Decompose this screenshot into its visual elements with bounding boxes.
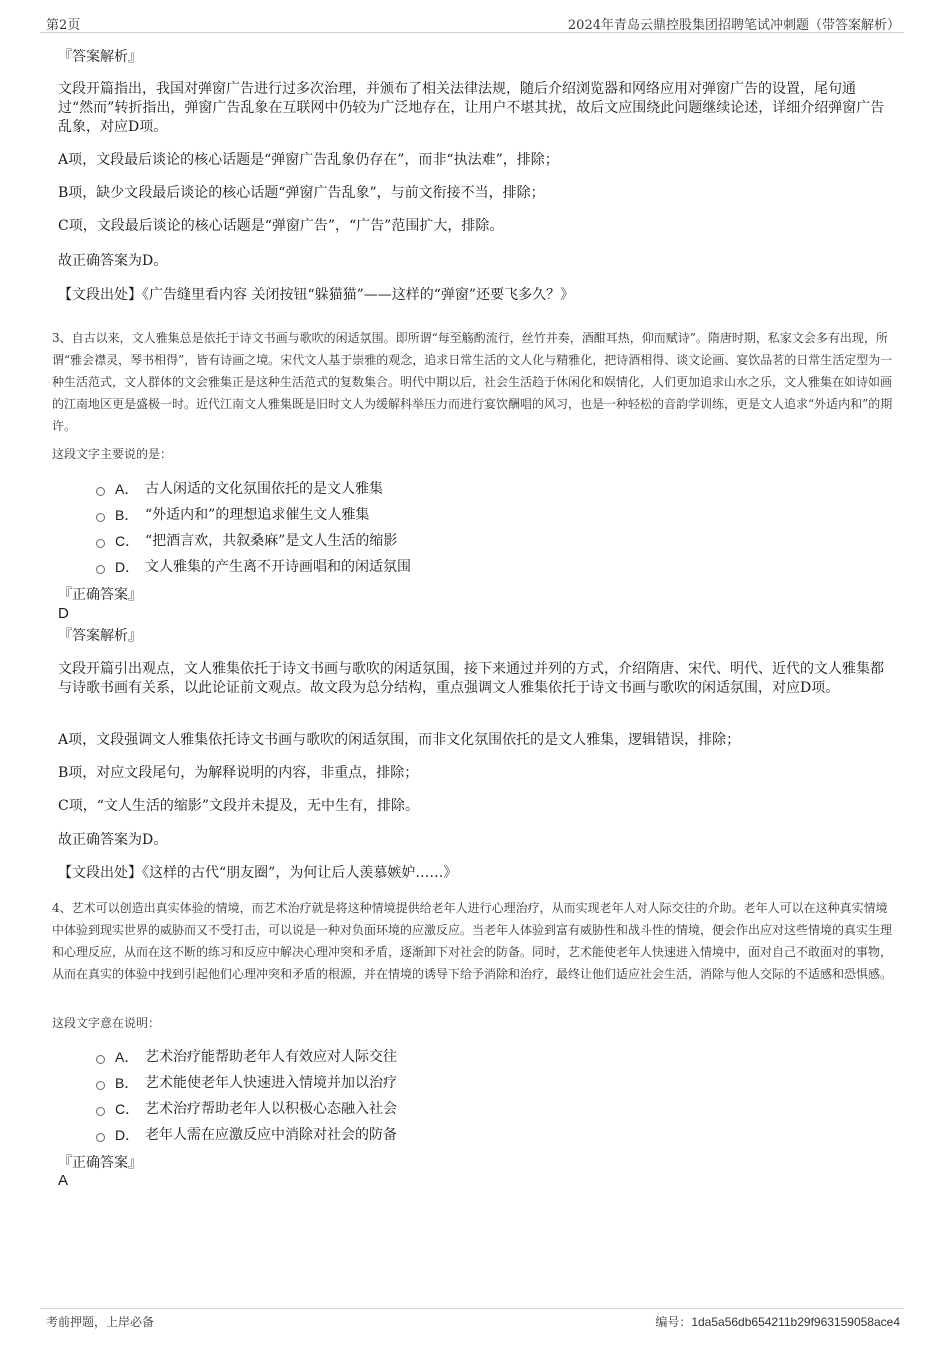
option-text: 古人闲适的文化氛围依托的是文人雅集 xyxy=(145,481,383,497)
q4-answer-label: 『正确答案』 xyxy=(58,1155,142,1171)
option-text: “外适内和”的理想追求催生文人雅集 xyxy=(145,507,370,523)
footer-slogan: 考前押题，上岸必备 xyxy=(46,1315,155,1329)
q3-passage: 3、自古以来，文人雅集总是依托于诗文书画与歌吹的闲适氛围。即所谓“每至觞酌流行，丝竹并奏，酒酣耳热，仰而赋诗”。隋唐时期，私家文会多有出现，所谓“雅会襟灵，琴书相得”，皆有诗画之境。宋代文人基于崇雅的观念，追求日常生活的文人化与精雅化，把诗酒相得、谈文论画、宴饮品茗的日常生活定型为一种生活范式，文人群体的文会雅集正是这种生活范式的复数集合。明代中期以后，社会生活趋于休闲化和娱情化，人们更加追求山水之乐，文人雅集在如诗如画的江南地区更是盛极一时。近代江南文人雅集既是旧时文人为缓解科举压力而进行宴饮酬唱的风习，也是一种轻松的音韵学训练，更是文人追求“外适内和”的期许。 xyxy=(52,331,893,433)
q3-analysis-text: 文段开篇引出观点，文人雅集依托于诗文书画与歌吹的闲适氛围，接下来通过并列的方式，介绍隋唐、宋代、明代、近代的文人雅集都与诗歌书画有关系，以此论证前文观点。故文段为总分结构，重点强调文人雅集依托于诗文书画与歌吹的闲适氛围，对应D项。 xyxy=(58,661,884,696)
q3-option-b-explanation: B项，对应文段尾句，为解释说明的内容，非重点，排除； xyxy=(58,765,419,781)
q3-conclusion: 故正确答案为D。 xyxy=(58,832,168,848)
option-letter: C． xyxy=(115,533,140,549)
q2-analysis-label: 『答案解析』 xyxy=(58,49,142,65)
radio-button[interactable] xyxy=(96,565,105,574)
radio-button[interactable] xyxy=(96,1133,105,1142)
document-id xyxy=(655,1313,900,1330)
q4-stem: 这段文字意在说明： xyxy=(52,1016,161,1030)
q2-option-b-explanation: B项，缺少文段最后谈论的核心话题“弹窗广告乱象”，与前文衔接不当，排除； xyxy=(58,185,545,201)
option-text: 文人雅集的产生离不开诗画唱和的闲适氛围 xyxy=(145,559,411,575)
option-text: 艺术治疗帮助老年人以积极心态融入社会 xyxy=(145,1101,397,1117)
document-title: 2024年青岛云鼎控股集团招聘笔试冲刺题（带答案解析） xyxy=(567,18,900,33)
q4-option-b[interactable] xyxy=(96,1070,796,1096)
option-letter: B． xyxy=(115,507,139,523)
radio-button[interactable] xyxy=(96,487,105,496)
q3-analysis-label: 『答案解析』 xyxy=(58,628,142,644)
q4-option-c[interactable] xyxy=(96,1096,796,1122)
q3-option-d[interactable] xyxy=(96,554,796,580)
q4-passage: 4、艺术可以创造出真实体验的情境，而艺术治疗就是将这种情境提供给老年人进行心理治疗，从而实现老年人对人际交往的介助。老年人可以在这种真实情境中体验到现实世界的威胁而又不受打击，可以说是一种对负面环境的应激反应。当老年人体验到富有威胁性和战斗性的情境，便会作出应对这些情境的真实生理和心理反应，从而在这不断的练习和反应中解决心理冲突和矛盾，逐渐卸下对社会的防备。同时，艺术能使老年人快速进入情境中，面对自己不敢面对的事物，从而在真实的体验中找到引起他们心理冲突和矛盾的根源，并在情境的诱导下给予消除和治疗，最终让他们适应社会生活，消除与他人交际的不适感和恐惧感。 xyxy=(52,901,893,981)
q2-analysis-text: 文段开篇指出，我国对弹窗广告进行过多次治理，并颁布了相关法律法规，随后介绍浏览器和网络应用对弹窗广告的设置，尾句通过“然而”转折指出，弹窗广告乱象在互联网中仍较为广泛地存在，让用户不堪其扰，故后文应围绕此问题继续论述，详细介绍弹窗广告乱象，对应D项。 xyxy=(58,81,885,135)
q3-options xyxy=(96,476,796,580)
q4-answer: A xyxy=(58,1172,69,1189)
option-letter: A． xyxy=(115,481,139,497)
page-number: 第2页 xyxy=(46,18,81,33)
q4-options xyxy=(96,1044,796,1148)
q3-option-a-explanation: A项，文段强调文人雅集依托诗文书画与歌吹的闲适氛围，而非文化氛围依托的是文人雅集，逻辑错误，排除； xyxy=(58,732,741,748)
option-letter: A． xyxy=(115,1049,139,1065)
q4-option-a[interactable] xyxy=(96,1044,796,1070)
q4-option-d[interactable] xyxy=(96,1122,796,1148)
option-text: 老年人需在应激反应中消除对社会的防备 xyxy=(145,1127,397,1143)
q3-stem: 这段文字主要说的是： xyxy=(52,447,173,461)
document-id-label: 编号： xyxy=(655,1315,692,1329)
q2-conclusion: 故正确答案为D。 xyxy=(58,253,168,269)
q2-option-a-explanation: A项，文段最后谈论的核心话题是“弹窗广告乱象仍存在”，而非“执法难”，排除； xyxy=(58,152,559,168)
q3-answer: D xyxy=(58,605,69,622)
q3-option-a[interactable] xyxy=(96,476,796,502)
option-text: 艺术能使老年人快速进入情境并加以治疗 xyxy=(145,1075,397,1091)
q3-answer-label: 『正确答案』 xyxy=(58,587,142,603)
option-letter: D． xyxy=(115,1127,140,1143)
q2-option-c-explanation: C项，文段最后谈论的核心话题是“弹窗广告”，“广告”范围扩大，排除。 xyxy=(58,218,504,234)
option-text: 艺术治疗能帮助老年人有效应对人际交往 xyxy=(145,1049,397,1065)
option-letter: B． xyxy=(115,1075,139,1091)
page-header xyxy=(40,14,904,33)
q3-option-c-explanation: C项，“文人生活的缩影”文段并未提及，无中生有，排除。 xyxy=(58,798,420,814)
radio-button[interactable] xyxy=(96,1081,105,1090)
radio-button[interactable] xyxy=(96,1107,105,1116)
q3-option-c[interactable] xyxy=(96,528,796,554)
option-text: “把酒言欢，共叙桑麻”是文人生活的缩影 xyxy=(145,533,398,549)
document-id-value: 1da5a56db654211b29f963159058ace4 xyxy=(691,1315,900,1329)
option-letter: C． xyxy=(115,1101,140,1117)
radio-button[interactable] xyxy=(96,513,105,522)
q3-option-b[interactable] xyxy=(96,502,796,528)
option-letter: D． xyxy=(115,559,140,575)
q3-source: 【文段出处】《这样的古代“朋友圈”，为何让后人羡慕嫉妒……》 xyxy=(58,865,458,881)
radio-button[interactable] xyxy=(96,539,105,548)
page-footer xyxy=(40,1308,904,1333)
q2-source: 【文段出处】《广告缝里看内容 关闭按钮“躲猫猫”——这样的“弹窗”还要飞多久？》 xyxy=(58,287,575,303)
radio-button[interactable] xyxy=(96,1055,105,1064)
